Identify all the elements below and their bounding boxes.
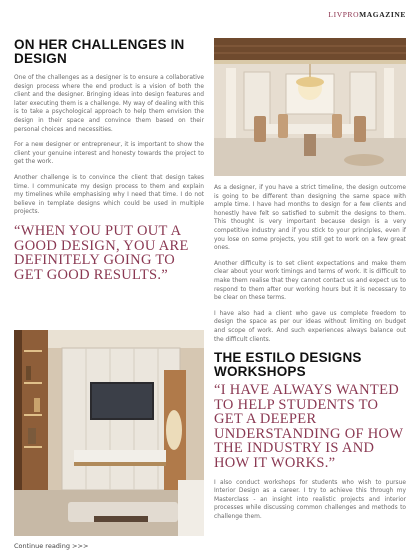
continue-reading-link[interactable]: Continue reading >>> bbox=[14, 542, 89, 550]
body-paragraph: I have also had a client who gave us complete freedom to design the space as per our ideas without limiting on budget and scope of work. And such experiences always balance out the difficult clients. bbox=[214, 310, 406, 343]
body-paragraph: One of the challenges as a designer is to ensure a collaborative design process where the end product is a vision of both the client and the designer. Bringing ideas into design features and later executing them is a challenge. My way of dealing with this is to take a psychological approach to help them envision the design in their space and convince them based on their personal choices and necessities. bbox=[14, 75, 204, 133]
pull-quote-good-design: “WHEN YOU PUT OUT A GOOD DESIGN, YOU ARE DEFINITELY GOING TO GET GOOD RESULTS.” bbox=[14, 222, 189, 283]
dining-room-illustration bbox=[214, 38, 406, 176]
right-column bbox=[214, 38, 406, 529]
section-heading-challenges: ON HER CHALLENGES IN DESIGN bbox=[14, 37, 185, 66]
magazine-header bbox=[328, 10, 406, 19]
pull-quote-students: “I HAVE ALWAYS WANTED TO HELP STUDENTS TO GET A DEEPER UNDERSTANDING OF HOW THE INDUSTRY IS AND HOW IT WORKS.” bbox=[214, 382, 404, 472]
brand-name-bold: MAGAZINE bbox=[359, 10, 406, 19]
body-paragraph: Another difficulty is to set client expectations and make them clear about your work timings and terms of work. It is difficult to make them realise that they cannot contact us and expect us to respond to them after our working hours but it is necessary to be clear on these terms. bbox=[214, 260, 406, 302]
dining-room-photo bbox=[214, 38, 406, 176]
living-room-photo bbox=[14, 330, 204, 536]
living-room-illustration bbox=[14, 330, 204, 536]
left-column bbox=[14, 38, 204, 292]
body-paragraph: I also conduct workshops for students who wish to pursue Interior Design as a career. I try to achieve this through my Masterclass - an insight into realistic projects and interior processes while discussing common challenges and methods to challenge them. bbox=[214, 479, 406, 521]
body-paragraph: As a designer, if you have a strict timeline, the design outcome is going to be different than designing the same space with ample time. I have had months to design for a few clients and honestly have felt so satisfied to submit the designs to them. This thought is very important because design is a very competitive industry and if you stick to your principles, even if you lose on some projects, you still get to work on a few great ones. bbox=[214, 185, 406, 252]
body-paragraph: Another challenge is to convince the client that design takes time. I communicate my design process to them and explain my timelines while emphasising why I need that time. I do not believe in template designs which could be used in multiple projects. bbox=[14, 174, 204, 216]
section-heading-workshops: THE ESTILO DESIGNS WORKSHOPS bbox=[214, 350, 362, 380]
brand-name-light: LIVPRO bbox=[328, 10, 360, 19]
body-paragraph: For a new designer or entrepreneur, it is important to show the client your genuine interest and honesty towards the project to get the work. bbox=[14, 142, 204, 166]
